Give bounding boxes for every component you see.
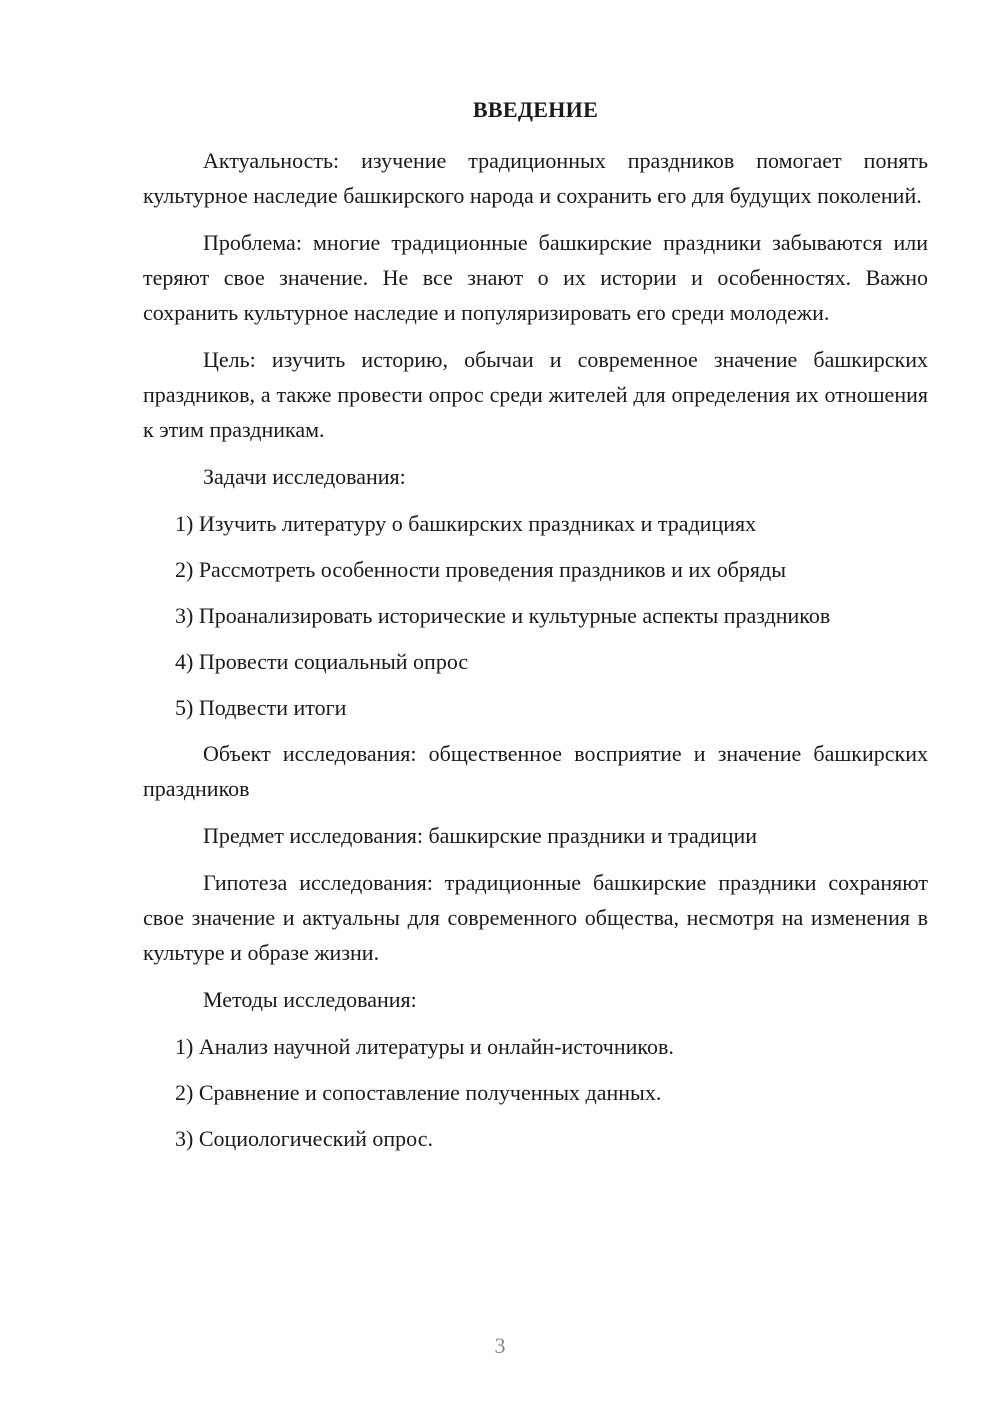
tasks-list <box>143 506 928 725</box>
method-item: 1) Анализ научной литературы и онлайн-источников. <box>175 1034 674 1059</box>
object-paragraph: Объект исследования: общественное восприятие и значение башкирских праздников <box>143 741 928 801</box>
tasks-heading: Задачи исследования: <box>203 464 406 489</box>
task-item: 3) Проанализировать исторические и культурные аспекты праздников <box>175 603 831 628</box>
method-item: 3) Социологический опрос. <box>175 1126 433 1151</box>
subject-paragraph: Предмет исследования: башкирские праздники и традиции <box>203 823 758 848</box>
page-number: 3 <box>494 1333 506 1358</box>
problem-paragraph: Проблема: многие традиционные башкирские праздники забываются или теряют свое значение. Не все знают о их истории и особенностях. Важно сохранить культурное наследие и популяризировать его среди молодежи. <box>143 230 928 325</box>
task-item: 1) Изучить литературу о башкирских праздниках и традициях <box>175 511 757 536</box>
methods-list <box>143 1029 928 1156</box>
task-item: 2) Рассмотреть особенности проведения праздников и их обряды <box>175 557 787 582</box>
methods-heading: Методы исследования: <box>203 987 417 1012</box>
method-item: 2) Сравнение и сопоставление полученных данных. <box>175 1080 662 1105</box>
task-item: 4) Провести социальный опрос <box>175 649 469 674</box>
document-body <box>143 94 928 1167</box>
goal-paragraph: Цель: изучить историю, обычаи и современное значение башкирских праздников, а также провести опрос среди жителей для определения их отношения к этим праздникам. <box>143 347 928 442</box>
hypothesis-paragraph: Гипотеза исследования: традиционные башкирские праздники сохраняют свое значение и актуальны для современного общества, несмотря на изменения в культуре и образе жизни. <box>143 870 928 965</box>
section-title: ВВЕДЕНИЕ <box>472 97 599 122</box>
task-item: 5) Подвести итоги <box>175 695 347 720</box>
relevance-paragraph: Актуальность: изучение традиционных праздников помогает понять культурное наследие башкирского народа и сохранить его для будущих поколений. <box>143 148 928 208</box>
